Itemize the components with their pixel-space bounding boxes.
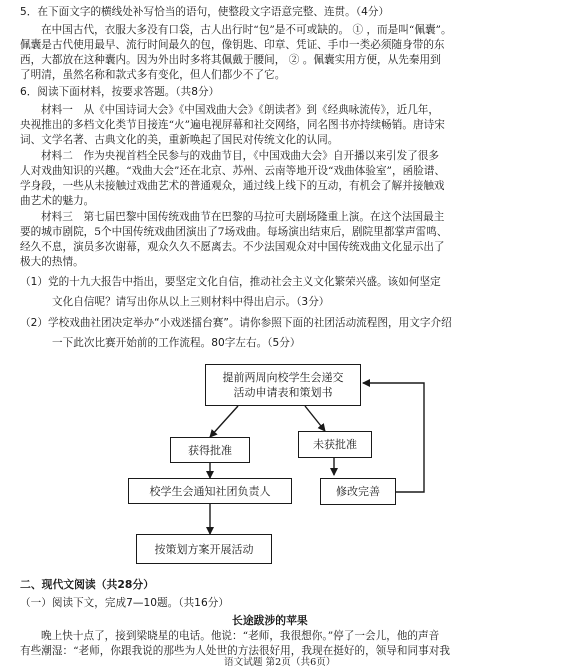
q6-line-7: 曲艺术的魅力。 [20, 195, 95, 207]
q6-line-9: 要的城市剧院，5个中国传统戏曲团演出了7场戏曲。每场演出结束后，剧院里都掌声雷鸣、 [20, 226, 448, 238]
flow-revise-label: 修改完善 [336, 485, 380, 498]
q6-sub2-line-1: （2）学校戏曲社团决定举办“小戏迷擂台赛”。请你参照下面的社团活动流程图，用文字介绍 [20, 317, 452, 329]
flow-approved-box [170, 437, 250, 463]
story-title: 长途跋涉的苹果 [232, 614, 308, 627]
q6-line-10: 经久不息，演员多次谢幕，观众久久不愿离去。不少法国观众对中国传统戏曲文化显示出了 [20, 241, 445, 253]
q6-sub2-line-2: 一下此次比赛开始前的工作流程。80字左右。（5分） [52, 337, 301, 349]
q5-title: 5．在下面文字的横线处补写恰当的语句，使整段文字语意完整、连贯。（4分） [20, 6, 390, 18]
story-line-2: 有些潮湿：“老师，你跟我说的那些为人处世的方法很好用，我现在挺好的，领导和同事对我 [20, 645, 450, 657]
flow-approved-label: 获得批准 [188, 443, 232, 457]
q6-line-4: 材料二 作为央视首档全民参与的戏曲节目，《中国戏曲大会》自开播以来引发了很多 [41, 150, 440, 162]
flow-start-box [205, 364, 361, 406]
arrow-start-to-approved [210, 406, 238, 437]
q6-line-5: 人对戏曲知识的兴趣。“戏曲大会”还在北京、苏州、云南等地开设“戏曲体验室”，函脸谱、 [20, 165, 446, 177]
q6-sub1-line-2: 文化自信呢？请写出你从以上三则材料中得出启示。（3分） [52, 296, 330, 308]
q5-line-3: 西，大都放在这种囊内。因为外出时多将其佩戴于腰间， ② 。佩囊实用方便，从先秦用到 [20, 54, 441, 66]
story-line-1: 晚上快十点了，接到梁晓星的电话。他说：“老师，我很想你。”停了一会儿，他的声音 [41, 630, 440, 642]
flow-execute-box [136, 534, 272, 564]
flow-start-line-2: 活动申请表和策划书 [233, 386, 333, 399]
flow-notify-label: 校学生会通知社团负责人 [149, 484, 271, 498]
q6-line-11: 极大的热情。 [20, 256, 84, 268]
page-footer: 语文试题 第2页（共6页） [224, 657, 336, 668]
flow-notify-box [128, 478, 292, 504]
q6-line-6: 学身段，一些从未接触过戏曲艺术的普通观众，通过线上线下的互动，有机会了解并接触戏 [20, 180, 445, 192]
flow-start-line-1: 提前两周向校学生会递交 [222, 371, 344, 384]
q6-title: 6．阅读下面材料，按要求答题。（共8分） [20, 86, 220, 98]
q6-line-1: 材料一 从《中国诗词大会》《中国戏曲大会》《朗读者》到《经典咏流传》，近几年， [41, 104, 440, 116]
q6-sub1-line-1: （1）党的十九大报告中指出，要坚定文化自信，推动社会主义文化繁荣兴盛。该如何坚定 [20, 276, 441, 288]
section2-part1: （一）阅读下文，完成7—10题。（共16分） [20, 597, 229, 609]
q6-line-2: 央视推出的多档文化类节目接连“火”遍电视屏幕和社交网络，同名图书亦持续畅销。唐诗宋 [20, 119, 445, 131]
q5-line-4: 了明清，虽然名称和款式多有变化，但人们都少不了它。 [20, 69, 286, 81]
q5-line-1: 在中国古代，衣服大多没有口袋，古人出行时“包”是不可或缺的。 ① ，而是叫“佩囊”。 [41, 24, 452, 36]
q5-line-2: 佩囊是古代使用最早、流行时间最久的包，像钥匙、印章、凭证、手巾一类必须随身带的东 [20, 39, 445, 51]
flow-revise-box [320, 478, 396, 505]
flow-execute-label: 按策划方案开展活动 [154, 542, 254, 556]
arrow-start-to-rejected [305, 406, 325, 431]
arrow-revise-to-start [363, 383, 424, 492]
section2-title: 二、现代文阅读（共28分） [20, 578, 155, 591]
flow-rejected-box [298, 431, 372, 458]
flow-rejected-label: 未获批准 [313, 438, 357, 451]
q6-line-8: 材料三 第七届巴黎中国传统戏曲节在巴黎的马拉可夫剧场隆重上演。在这个法国最主 [41, 211, 445, 223]
q6-line-3: 词、文学名著、古典文化的美，重新唤起了国民对传统文化的认同。 [20, 134, 339, 146]
